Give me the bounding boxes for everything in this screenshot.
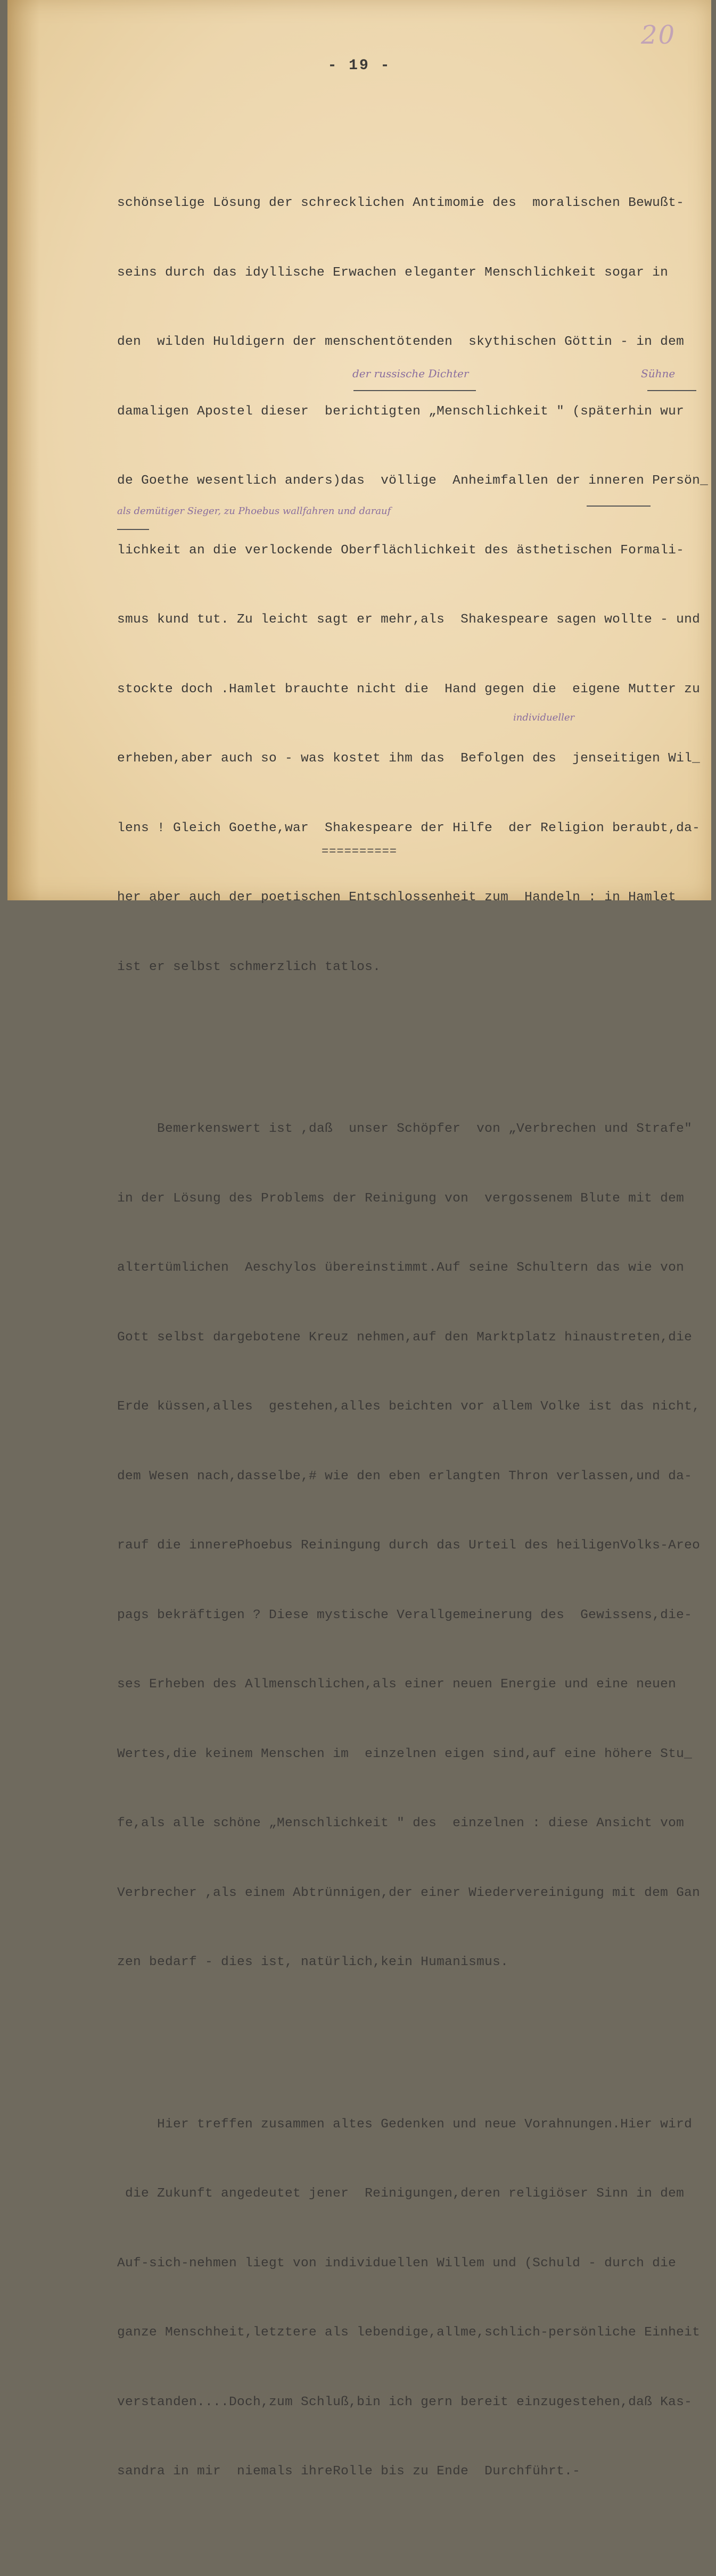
strikethrough-strafe [647,390,696,391]
annotation-demuetiger-sieger: als demütiger Sieger, zu Phoebus wallfahren und darauf [117,506,391,517]
page-number: - 19 - [327,57,391,74]
text-line: seins durch das idyllische Erwachen eleganter Menschlichkeit sogar in [117,265,669,280]
paragraph-2 [117,1071,713,2020]
text-line: die Zukunft angedeutet jener Reinigungen,deren religiöser Sinn in dem [117,2186,685,2201]
strikethrough-rauf [117,529,149,530]
text-line: Gott selbst dargebotene Kreuz nehmen,auf den Marktplatz hinaustreten,die [117,1330,693,1345]
annotation-der-russische-dichter: der russische Dichter [352,367,469,380]
text-line: zen bedarf - dies ist, natürlich,kein Humanismus. [117,1955,509,1969]
text-line: rauf die innerePhoebus Reiningung durch das Urteil des heiligenVolks-Areo [117,1538,701,1553]
strikethrough-unser-schoepfer [353,390,476,391]
paper-edge-shading [7,0,39,900]
text-line: Wertes,die keinem Menschen im einzelnen eigen sind,auf eine höhere Stu_ [117,1746,693,1761]
text-line: lichkeit an die verlockende Oberflächlichkeit des ästhetischen Formali- [117,543,685,558]
text-line: dem Wesen nach,dasselbe,# wie den eben erlangten Thron verlassen,und da- [117,1469,693,1484]
text-line: ist er selbst schmerzlich tatlos. [117,959,381,974]
paragraph-3 [117,2067,713,2530]
annotation-suehne: Sühne [641,367,676,380]
text-line: ses Erheben des Allmenschlichen,als einer neuen Energie und eine neuen [117,1677,677,1692]
text-line: Bemerkenswert ist ,daß unser Schöpfer von „Verbrechen und Strafe" [117,1122,693,1136]
text-line: in der Lösung des Problems der Reinigung von vergossenem Blute mit dem [117,1191,685,1206]
text-line: schönselige Lösung der schrecklichen Antimomie des moralischen Bewußt- [117,196,685,210]
paragraph-1 [117,145,713,1025]
text-line: de Goethe wesentlich anders)das völlige Anheimfallen der inneren Persön_ [117,474,709,488]
text-line: den wilden Huldigern der menschentötenden skythischen Göttin - in dem [117,335,685,349]
text-line: damaligen Apostel dieser berichtigten „Menschlichkeit " (späterhin wur [117,404,685,419]
text-line: Auf-sich-nehmen liegt von individuellen Willem und (Schuld - durch die [117,2256,677,2271]
text-line: erheben,aber auch so - was kostet ihm das Befolgen des jenseitigen Wil_ [117,751,701,766]
strikethrough-und-darauf [587,506,651,507]
text-line: sandra in mir niemals ihreRolle bis zu Ende Durchführt.- [117,2464,581,2479]
text-line: pags bekräftigen ? Diese mystische Verallgemeinerung des Gewissens,die- [117,1608,693,1622]
text-line: verstanden....Doch,zum Schluß,bin ich gern bereit einzugestehen,daß Kas- [117,2395,693,2409]
text-line: Hier treffen zusammen altes Gedenken und neue Vorahnungen.Hier wird [117,2117,693,2132]
text-line: fe,als alle schöne „Menschlichkeit " des einzelnen : diese Ansicht vom [117,1816,685,1830]
text-line: her aber auch der poetischen Entschlossenheit zum Handeln : in Hamlet [117,890,677,905]
text-line: ganze Menschheit,letztere als lebendige,allme,schlich-persönliche Einheit [117,2325,701,2340]
document-page [7,0,711,2479]
handwritten-page-number: 20 [641,20,676,50]
text-line: smus kund tut. Zu leicht sagt er mehr,als Shakespeare sagen wollte - und [117,612,701,627]
text-line: Verbrecher ,als einem Abtrünnigen,der einer Wiedervereinigung mit dem Gan [117,1885,701,1900]
text-line: stockte doch .Hamlet brauchte nicht die Hand gegen die eigene Mutter zu [117,682,701,697]
typed-body-text [117,99,713,2576]
annotation-individueller: individueller [513,712,575,723]
footer-rule: ========== [321,845,398,858]
text-line: lens ! Gleich Goethe,war Shakespeare der Hilfe der Religion beraubt,da- [117,821,701,835]
text-line: Erde küssen,alles gestehen,alles beichten vor allem Volke ist das nicht, [117,1399,701,1414]
text-line: altertümlichen Aeschylos übereinstimmt.Auf seine Schultern das wie von [117,1261,685,1275]
